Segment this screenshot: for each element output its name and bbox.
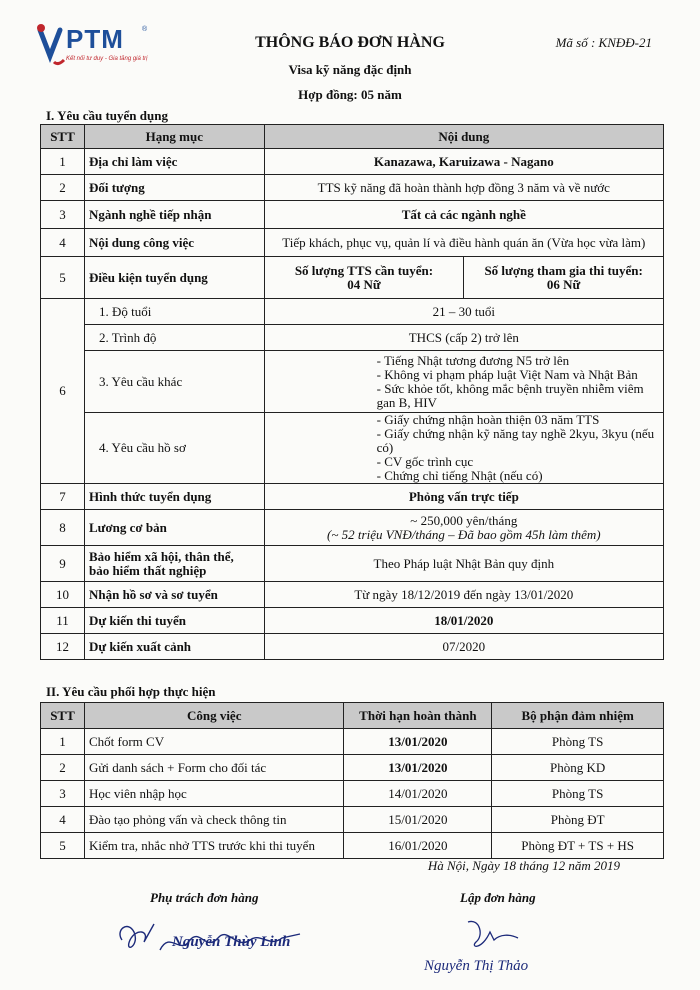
section-1-title: I. Yêu cầu tuyển dụng: [46, 108, 168, 123]
page-title: THÔNG BÁO ĐƠN HÀNG: [255, 34, 445, 51]
table-header-row: STT Công việc Thời hạn hoàn thành Bộ phận đảm nhiệm: [41, 703, 664, 729]
section-2-title: II. Yêu cầu phối hợp thực hiện: [46, 684, 216, 699]
table-row: 9 Bảo hiểm xã hội, thân thể, bảo hiểm thất nghiệp Theo Pháp luật Nhật Bản quy định: [41, 546, 664, 582]
table-row: 2. Trình độ THCS (cấp 2) trở lên: [41, 325, 664, 351]
table-row: 5 Điều kiện tuyển dụng Số lượng TTS cần tuyển: 04 Nữ Số lượng tham gia thi tuyển: 06 Nữ: [41, 257, 664, 299]
table-row: 2 Gửi danh sách + Form cho đối tác 13/01/2020 Phòng KD: [41, 755, 664, 781]
visa-type: Visa kỹ năng đặc định: [288, 62, 412, 77]
logo-registered: ®: [142, 26, 148, 33]
table-row: 7 Hình thức tuyển dụng Phỏng vấn trực tiếp: [41, 484, 664, 510]
table-row: 10 Nhận hồ sơ và sơ tuyển Từ ngày 18/12/2019 đến ngày 13/01/2020: [41, 582, 664, 608]
table-row: 3 Học viên nhập học 14/01/2020 Phòng TS: [41, 781, 664, 807]
table-row: 12 Dự kiến xuất cảnh 07/2020: [41, 634, 664, 660]
document-code: Mã số : KNĐĐ-21: [555, 35, 652, 50]
table-row: 5 Kiểm tra, nhắc nhở TTS trước khi thi tuyển 16/01/2020 Phòng ĐT + TS + HS: [41, 833, 664, 859]
left-signer-title: Phụ trách đơn hàng: [150, 890, 259, 905]
right-signer-name: Nguyễn Thị Thảo: [424, 958, 529, 974]
header-category: Hạng mục: [84, 125, 264, 149]
issue-date: Hà Nội, Ngày 18 tháng 12 năm 2019: [427, 858, 620, 873]
table-row: 1 Địa chỉ làm việc Kanazawa, Karuizawa - Nagano: [41, 149, 664, 175]
table-row: 3 Ngành nghề tiếp nhận Tất cả các ngành nghề: [41, 201, 664, 229]
table-row: 8 Lương cơ bản ~ 250,000 yên/tháng (~ 52 triệu VNĐ/tháng – Đã bao gồm 45h làm thêm): [41, 510, 664, 546]
table-row: 1 Chốt form CV 13/01/2020 Phòng TS: [41, 729, 664, 755]
logo-tagline: Kết nối tư duy - Gia tăng giá trị: [66, 56, 148, 62]
quota-needed: Số lượng TTS cần tuyển: 04 Nữ: [264, 257, 464, 299]
quota-exam: Số lượng tham gia thi tuyển: 06 Nữ: [464, 257, 664, 299]
coordination-table: [40, 702, 664, 859]
left-signer-name: Nguyễn Thùy Linh: [172, 934, 291, 950]
table-row: 3. Yêu cầu khác - Tiếng Nhật tương đương N5 trở lên - Không vi phạm pháp luật Việt Nam và Nhật Bản - Sức khỏe tốt, không mắc bệnh truyền nhiễm viêm gan B, HIV: [41, 351, 664, 413]
other-requirements-list: - Tiếng Nhật tương đương N5 trở lên - Không vi phạm pháp luật Việt Nam và Nhật Bản - Sức khỏe tốt, không mắc bệnh truyền nhiễm viêm gan B, HIV: [365, 354, 659, 410]
left-signature-icon: [110, 910, 320, 970]
header-stt: STT: [41, 125, 85, 149]
right-signer-title: Lập đơn hàng: [460, 890, 536, 905]
table-row: 4. Yêu cầu hồ sơ - Giấy chứng nhận hoàn thiện 03 năm TTS - Giấy chứng nhận kỹ năng tay nghề 2kyu, 3kyu (nếu có) - CV gốc trình cục - Chứng chỉ tiếng Nhật (nếu có): [41, 413, 664, 484]
documents-list: - Giấy chứng nhận hoàn thiện 03 năm TTS - Giấy chứng nhận kỹ năng tay nghề 2kyu, 3kyu (nếu có) - CV gốc trình cục - Chứng chỉ tiếng Nhật (nếu có): [365, 413, 659, 483]
header-content: Nội dung: [264, 125, 663, 149]
table-header-row: [41, 125, 664, 149]
right-signature-icon: [410, 912, 590, 982]
requirements-table: [40, 124, 664, 660]
table-row: 11 Dự kiến thi tuyển 18/01/2020: [41, 608, 664, 634]
table-row: 4 Nội dung công việc Tiếp khách, phục vụ, quản lí và điều hành quán ăn (Vừa học vừa làm): [41, 229, 664, 257]
table-row: 6 1. Độ tuổi 21 – 30 tuổi: [41, 299, 664, 325]
logo-text: PTM: [66, 24, 124, 54]
contract-term: Hợp đồng: 05 năm: [298, 87, 402, 102]
table-row: 4 Đào tạo phỏng vấn và check thông tin 15/01/2020 Phòng ĐT: [41, 807, 664, 833]
table-row: 2 Đối tượng TTS kỹ năng đã hoàn thành hợp đồng 3 năm và về nước: [41, 175, 664, 201]
